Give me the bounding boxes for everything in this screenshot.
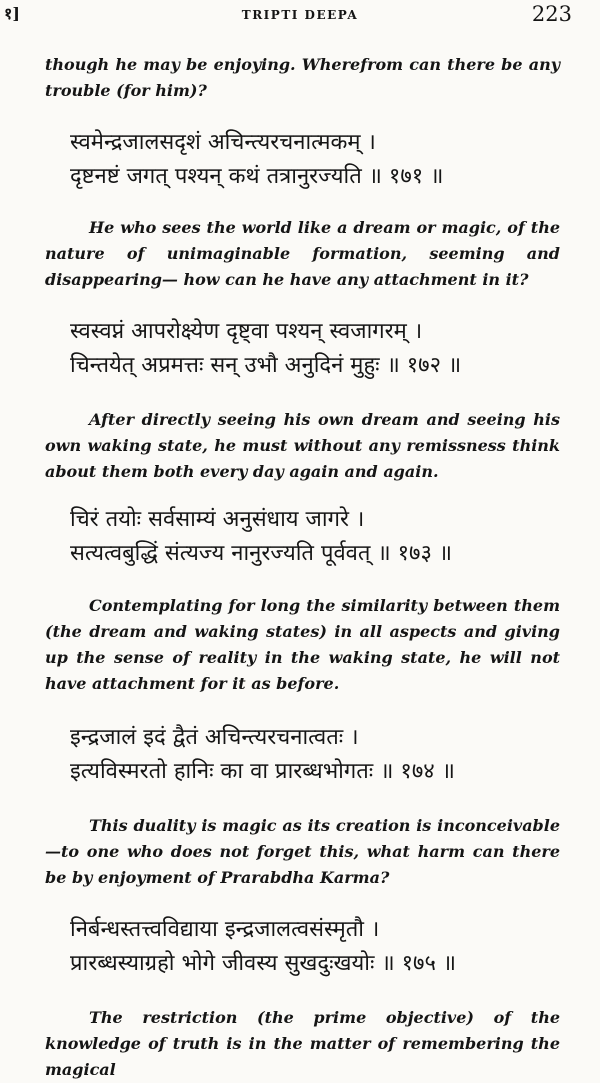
sanskrit-verse-175: [70, 913, 600, 981]
page-body: [0, 52, 600, 1083]
header-left-mark: १]: [4, 4, 20, 23]
verse-line: सत्यत्वबुद्धिं संत्यज्य नानुरज्यति पूर्ववत् ॥ १७३ ॥: [70, 541, 453, 566]
sanskrit-verse-173: [70, 503, 600, 571]
sanskrit-verse-174: [70, 721, 600, 789]
verse-line: स्वस्वप्नं आपरोक्ष्येण दृष्ट्वा पश्यन् स्वजागरम् ।: [70, 319, 423, 344]
verse-line: इत्यविस्मरतो हानिः का वा प्रारब्धभोगतः ॥ १७४ ॥: [70, 759, 455, 784]
translation-paragraph: He who sees the world like a dream or magic, of the nature of unimaginable formation, seeming and disappearing— how can he have any attachment in it?: [45, 218, 560, 289]
sanskrit-verse-171: [70, 126, 600, 194]
running-title: TRIPTI DEEPA: [241, 8, 359, 22]
translation-paragraph: The restriction (the prime objective) of the knowledge of truth is in the matter of remembering the magical: [45, 1008, 560, 1079]
verse-line: इन्द्रजालं इदं द्वैतं अचिन्त्यरचनात्वतः ।: [70, 725, 359, 750]
translation-paragraph: This duality is magic as its creation is inconceivable —to one who does not forget this, what harm can there be by enjoyment of Prarabdha Karma?: [45, 816, 560, 887]
verse-line: चिन्तयेत् अप्रमत्तः सन् उभौ अनुदिनं मुहुः ॥ १७२ ॥: [70, 353, 462, 378]
translation-paragraph: Contemplating for long the similarity between them (the dream and waking states) in all aspects and giving up the sense of reality in the waking state, he will not have attachment for it as before.: [45, 596, 560, 693]
translation-paragraph: After directly seeing his own dream and seeing his own waking state, he must without any remissness think about them both every day again and again.: [45, 410, 560, 481]
verse-line: निर्बन्धस्तत्त्वविद्याया इन्द्रजालत्वसंस्मृतौ ।: [70, 917, 380, 942]
verse-line: स्वमेन्द्रजालसदृशं अचिन्त्यरचनात्मकम् ।: [70, 130, 376, 155]
verse-line: चिरं तयोः सर्वसाम्यं अनुसंधाय जागरे ।: [70, 507, 365, 532]
verse-line: दृष्टनष्टं जगत् पश्यन् कथं तत्रानुरज्यति ॥ १७१ ॥: [70, 164, 444, 189]
verse-line: प्रारब्धस्याग्रहो भोगे जीवस्य सुखदुःखयोः ॥ १७५ ॥: [70, 951, 457, 976]
sanskrit-verse-172: [70, 315, 600, 383]
page-header: [0, 2, 600, 30]
translation-paragraph: though he may be enjoying. Wherefrom can there be any trouble (for him)?: [45, 55, 560, 100]
page-number: 223: [531, 2, 572, 26]
